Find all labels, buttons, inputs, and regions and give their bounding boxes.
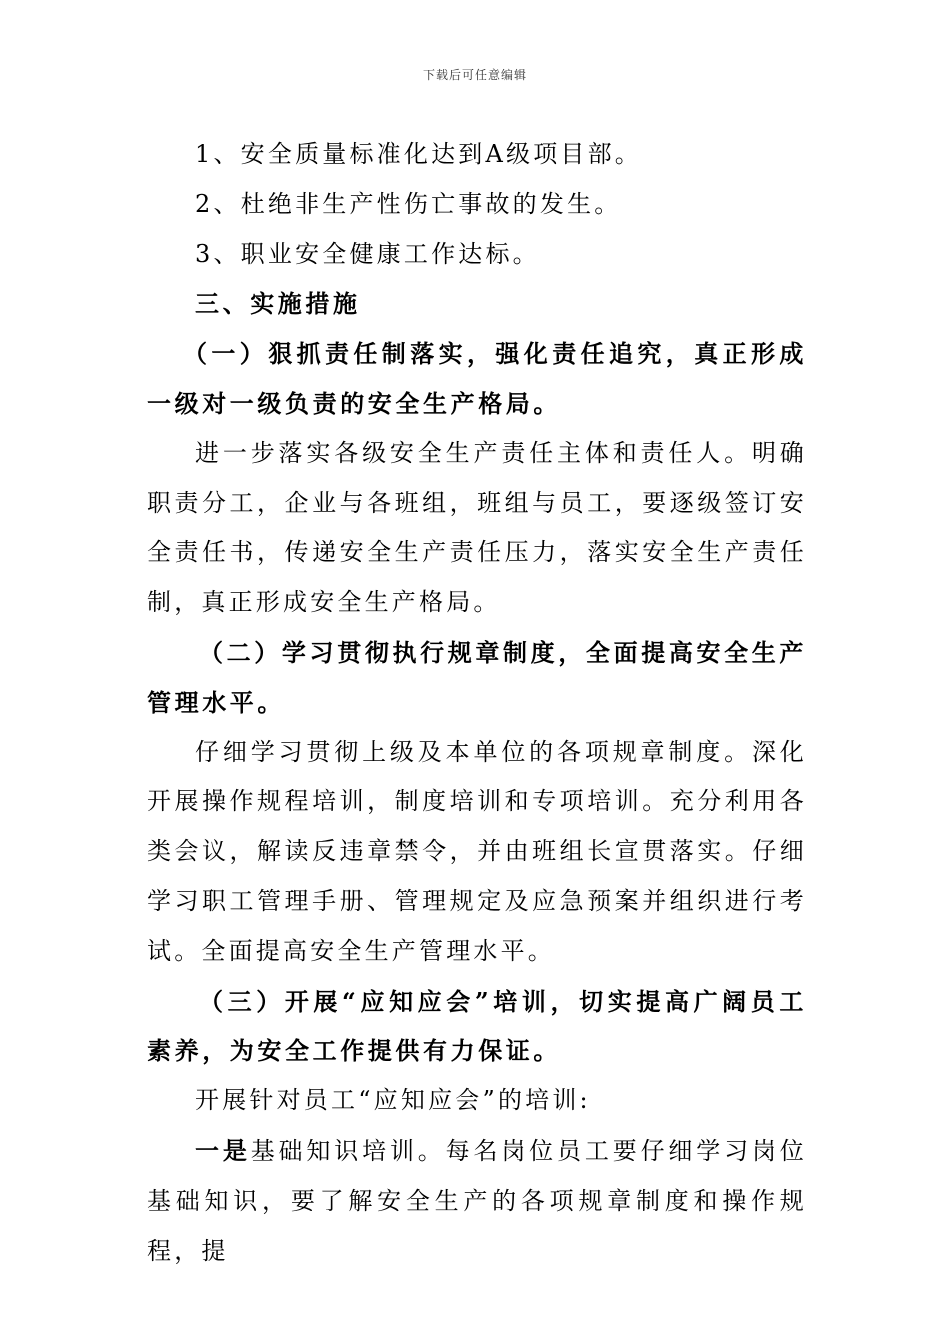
measure-2-heading: （二）学习贯彻执行规章制度，全面提高安全生产管理水平。 [147, 637, 807, 717]
measure-3-body: 开展针对员工“应知应会”的培训: [195, 1086, 591, 1115]
training-item-1 [147, 1126, 807, 1276]
document-body [147, 130, 807, 1276]
page-header-note: 下载后可任意编辑 [422, 68, 527, 82]
measure-2-body: 仔细学习贯彻上级及本单位的各项规章制度。深化开展操作规程培训，制度培训和专项培训。充分利用各类会议，解读反违章禁令，并由班组长宣贯落实。仔细学习职工管理手册、管理规定及应急预案并组织进行考试。全面提高安全生产管理水平。 [147, 737, 807, 965]
goal-item-1: 1、安全质量标准化达到A级项目部。 [195, 140, 643, 168]
training-item-text: 基础知识培训。每名岗位员工要仔细学习岗位基础知识，要了解安全生产的各项规章制度和操作规程，提 [147, 1136, 808, 1265]
section-title: 三、实施措施 [195, 289, 361, 319]
measure-3-heading: （三）开展“应知应会”培训，切实提高广阔员工素养，为安全工作提供有力保证。 [147, 986, 807, 1066]
measure-1-heading: （一）狠抓责任制落实，强化责任追究，真正形成一级对一级负责的安全生产格局。 [147, 339, 807, 418]
goal-item-2: 2、杜绝非生产性伤亡事故的发生。 [195, 189, 622, 218]
goal-item-3: 3、职业安全健康工作达标。 [195, 239, 540, 268]
training-item-lead: 一是 [195, 1135, 251, 1165]
measure-1-body: 进一步落实各级安全生产责任主体和责任人。明确职责分工，企业与各班组，班组与员工，要逐级签订安全责任书，传递安全生产责任压力，落实安全生产责任制，真正形成安全生产格局。 [147, 438, 807, 617]
